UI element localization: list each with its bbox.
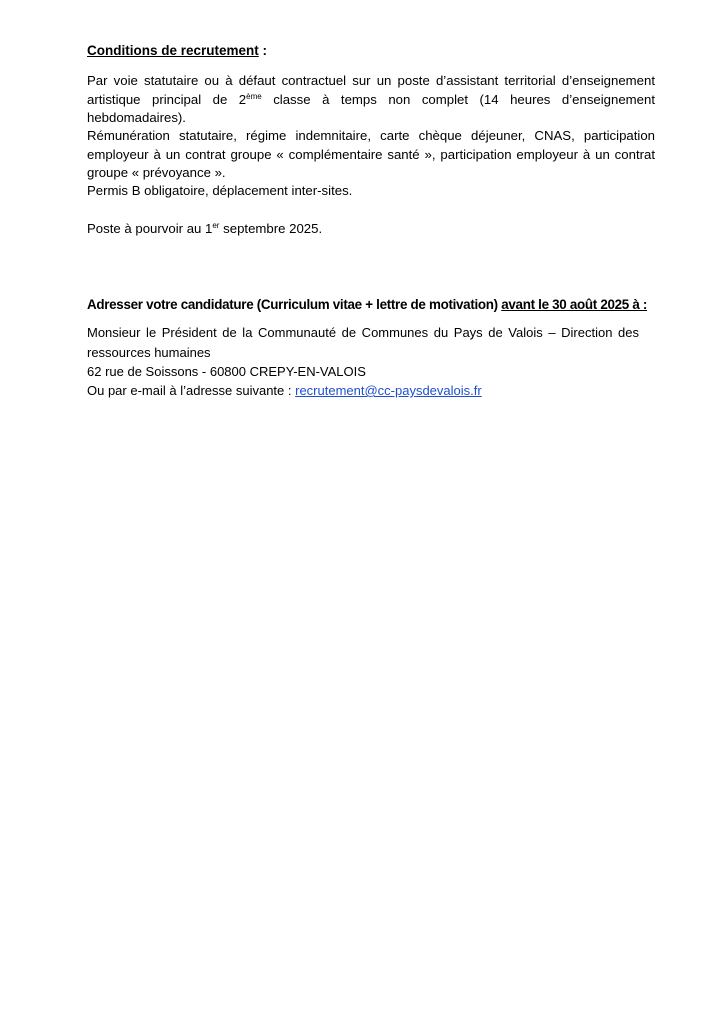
conditions-heading-colon: : [258, 43, 268, 58]
email-prefix: Ou par e-mail à l’adresse suivante : [87, 383, 296, 398]
recruitment-superscript: ème [246, 91, 262, 101]
remuneration-paragraph: Rémunération statutaire, régime indemnitaire, carte chèque déjeuner, CNAS, participation employeur à un contrat groupe « complémentaire santé », participation employeur à un contrat groupe « prévoyance ». [87, 128, 655, 180]
application-heading-text: Adresser votre candidature (Curriculum vitae + lettre de motivation) [87, 297, 502, 312]
recruitment-text-a: Par voie statutaire ou à défaut contractuel sur un poste d’assistant territorial d’enseignement artistique principal de 2 [87, 73, 655, 107]
conditions-heading [87, 43, 267, 58]
postal-address: 62 rue de Soissons - 60800 CREPY-EN-VALOIS [87, 364, 366, 379]
email-link[interactable]: recrutement@cc-paysdevalois.fr [295, 383, 482, 398]
licence-paragraph: Permis B obligatoire, déplacement inter-sites. [87, 183, 353, 198]
recruitment-paragraph [87, 72, 655, 128]
start-date-text-a: Poste à pourvoir au 1 [87, 221, 213, 236]
address-block: Monsieur le Président de la Communauté de Communes du Pays de Valois – Direction des ressources humaines [87, 325, 639, 360]
start-date-superscript: er [212, 221, 220, 230]
recruitment-text-b: classe à temps non complet (14 heures d’enseignement hebdomadaires). [87, 91, 656, 125]
application-heading [87, 297, 647, 312]
email-line [87, 381, 655, 401]
start-date-paragraph [87, 220, 655, 239]
application-deadline: avant le 30 août 2025 à : [501, 297, 648, 312]
start-date-text-b: septembre 2025. [219, 221, 323, 236]
conditions-heading-text: Conditions de recrutement [87, 43, 259, 58]
